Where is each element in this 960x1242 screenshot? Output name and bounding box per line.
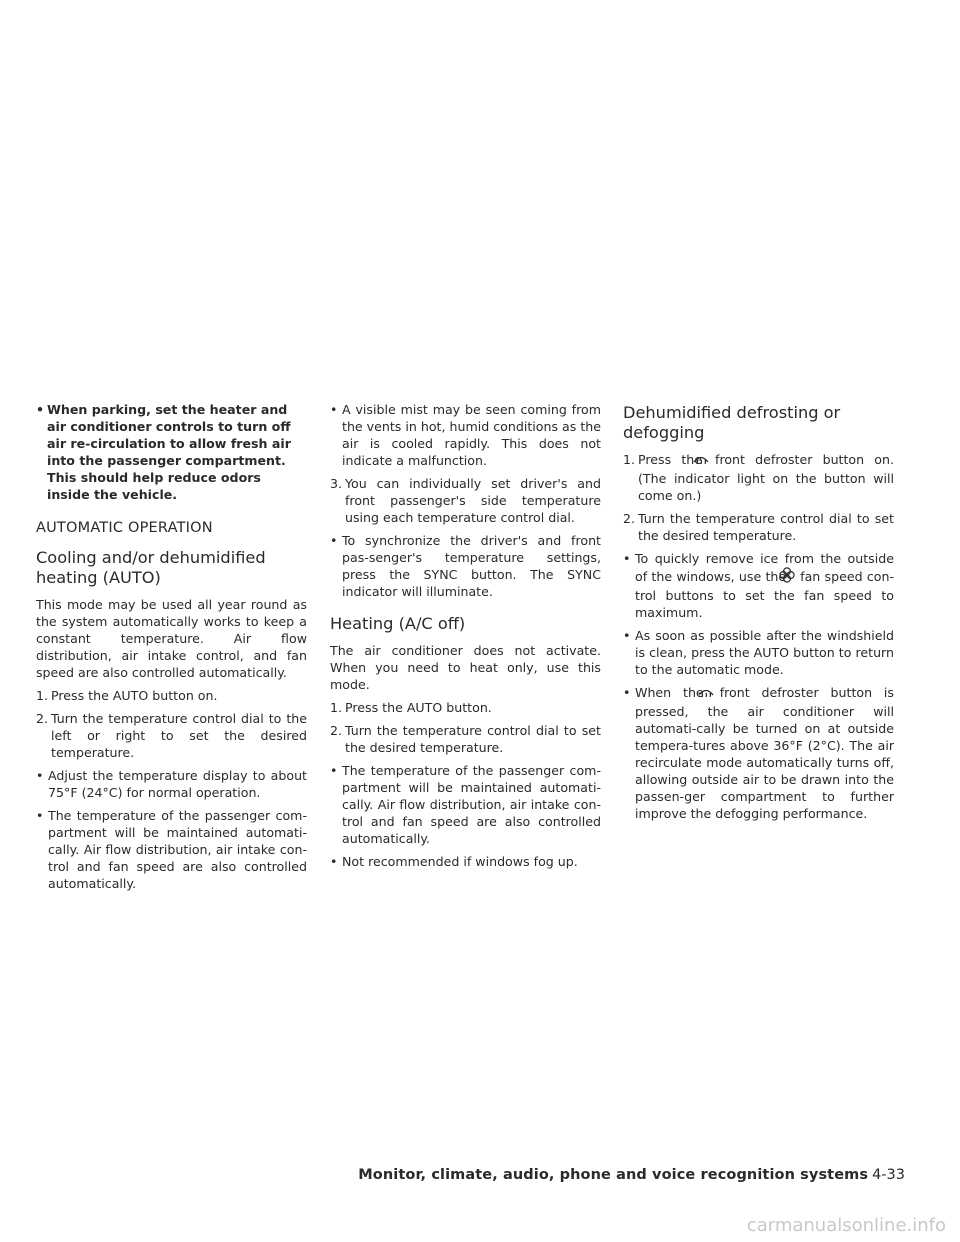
auto-bullet-maintained: [36, 807, 307, 892]
column-left: [36, 401, 307, 898]
bullet-glyph: •: [623, 551, 631, 566]
bullet-glyph: •: [330, 854, 338, 869]
heating-bullet-maintained: [330, 762, 601, 847]
heating-intro: The air conditioner does not activate. When you need to heat only, use this mode.: [330, 643, 601, 692]
subheading-heating: Heating (A/C off): [330, 614, 466, 633]
bullet-text: The temperature of the passenger com-partment will be maintained automati-cally. Air flow distribution, air intake con-trol and fan speed are also controlled automatically.: [48, 808, 307, 891]
bullet-glyph: •: [36, 768, 44, 783]
column-right: [623, 401, 894, 828]
bullet-glyph: •: [330, 402, 338, 417]
chapter-title: Monitor, climate, audio, phone and voice recognition systems: [358, 1167, 869, 1183]
step-text-before-icon: Press the: [638, 452, 703, 467]
bullet-text: To synchronize the driver's and front pas-senger's temperature settings, press the SYNC button. The SYNC indicator will illuminate.: [342, 533, 601, 599]
step-number: 2.: [36, 711, 49, 726]
heating-bullet-fog: [330, 853, 601, 870]
windshield-clean-bullet: [623, 627, 894, 678]
page-footer: [358, 1164, 905, 1183]
step-text-after-icon: front defroster button on. (The indicator light on the button will come on.): [638, 452, 894, 503]
page-number: 4-33: [872, 1167, 905, 1183]
auto-step-3: [330, 475, 601, 526]
step-text: Turn the temperature control dial to the left or right to set the desired temperature.: [51, 711, 307, 760]
heating-step-1: [330, 699, 601, 716]
bullet-text-before-icon: When the: [635, 685, 704, 700]
auto-intro: This mode may be used all year round as the system automatically works to keep a constant temperature. Air flow distribution, air intake control, and fan speed are also controlled automatically.: [36, 597, 307, 680]
bullet-text: A visible mist may be seen coming from the vents in hot, humid conditions as the air is cooled rapidly. This does not indicate a malfunction.: [342, 402, 601, 468]
bullet-text-before-icon: To quickly remove ice from the outside of the windows, use the: [635, 551, 894, 584]
step-number: 1.: [330, 700, 343, 715]
column-middle: [330, 401, 601, 876]
front-defroster-icon: [709, 685, 715, 703]
heating-step-2: [330, 722, 601, 756]
bullet-text: The temperature of the passenger com-partment will be maintained automati-cally. Air flow distribution, air intake con-trol and fan speed are also controlled automatically.: [342, 763, 601, 846]
subheading-cooling-auto: Cooling and/or dehumidified heating (AUTO): [36, 548, 266, 587]
bullet-text-after-icon: fan speed con-trol buttons to set the fan speed to maximum.: [635, 569, 895, 620]
step-text: You can individually set driver's and front passenger's side temperature using each temperature control dial.: [345, 476, 601, 525]
bullet-text: As soon as possible after the windshield is clean, press the AUTO button to return to the automatic mode.: [635, 628, 894, 677]
auto-bullet-temperature: [36, 767, 307, 801]
bullet-text-after-icon: front defroster button is pressed, the air conditioner will automati-cally be turned on at outside tempera-tures above 36°F (2°C). The air recirculate mode automatically turns off, allowing outside air to be drawn into the passen-ger compartment to further improve the defogging performance.: [635, 685, 894, 821]
bullet-glyph: •: [623, 628, 631, 643]
bullet-text: Not recommended if windows fog up.: [342, 854, 578, 869]
auto-step-1: [36, 687, 307, 704]
bullet-glyph: •: [623, 685, 631, 700]
step-number: 3.: [330, 476, 343, 491]
defroster-ac-bullet: [623, 684, 894, 822]
warning-text: When parking, set the heater and air conditioner controls to turn off air re-circulation to allow fresh air into the passenger compartment. This should help reduce odors inside the vehicle.: [47, 402, 291, 502]
subheading-defrosting: Dehumidified defrosting or defogging: [623, 403, 841, 442]
parking-warning: [36, 401, 307, 503]
front-defroster-icon: [707, 452, 710, 470]
fan-speed-icon: [791, 567, 795, 587]
step-number: 2.: [330, 723, 343, 738]
ice-removal-bullet: [623, 550, 894, 621]
bullet-glyph: •: [330, 533, 338, 548]
mist-bullet: [330, 401, 601, 469]
bullet-glyph: •: [36, 808, 44, 823]
step-text: Turn the temperature control dial to set the desired temperature.: [345, 723, 601, 755]
step-number: 1.: [623, 452, 636, 467]
defrost-step-2: [623, 510, 894, 544]
bullet-glyph: •: [330, 763, 338, 778]
defrost-step-1: [623, 451, 894, 504]
sync-bullet: [330, 532, 601, 600]
step-number: 1.: [36, 688, 49, 703]
section-heading-automatic-operation: AUTOMATIC OPERATION: [36, 520, 213, 536]
step-text: Press the AUTO button.: [345, 700, 492, 715]
watermark: carmanualsonline.info: [746, 1215, 946, 1236]
step-text: Press the AUTO button on.: [51, 688, 218, 703]
warning-bullet: •: [36, 402, 45, 417]
step-text: Turn the temperature control dial to set the desired temperature.: [638, 511, 894, 543]
auto-step-2: [36, 710, 307, 761]
step-number: 2.: [623, 511, 636, 526]
bullet-text: Adjust the temperature display to about 75°F (24°C) for normal operation.: [48, 768, 307, 800]
